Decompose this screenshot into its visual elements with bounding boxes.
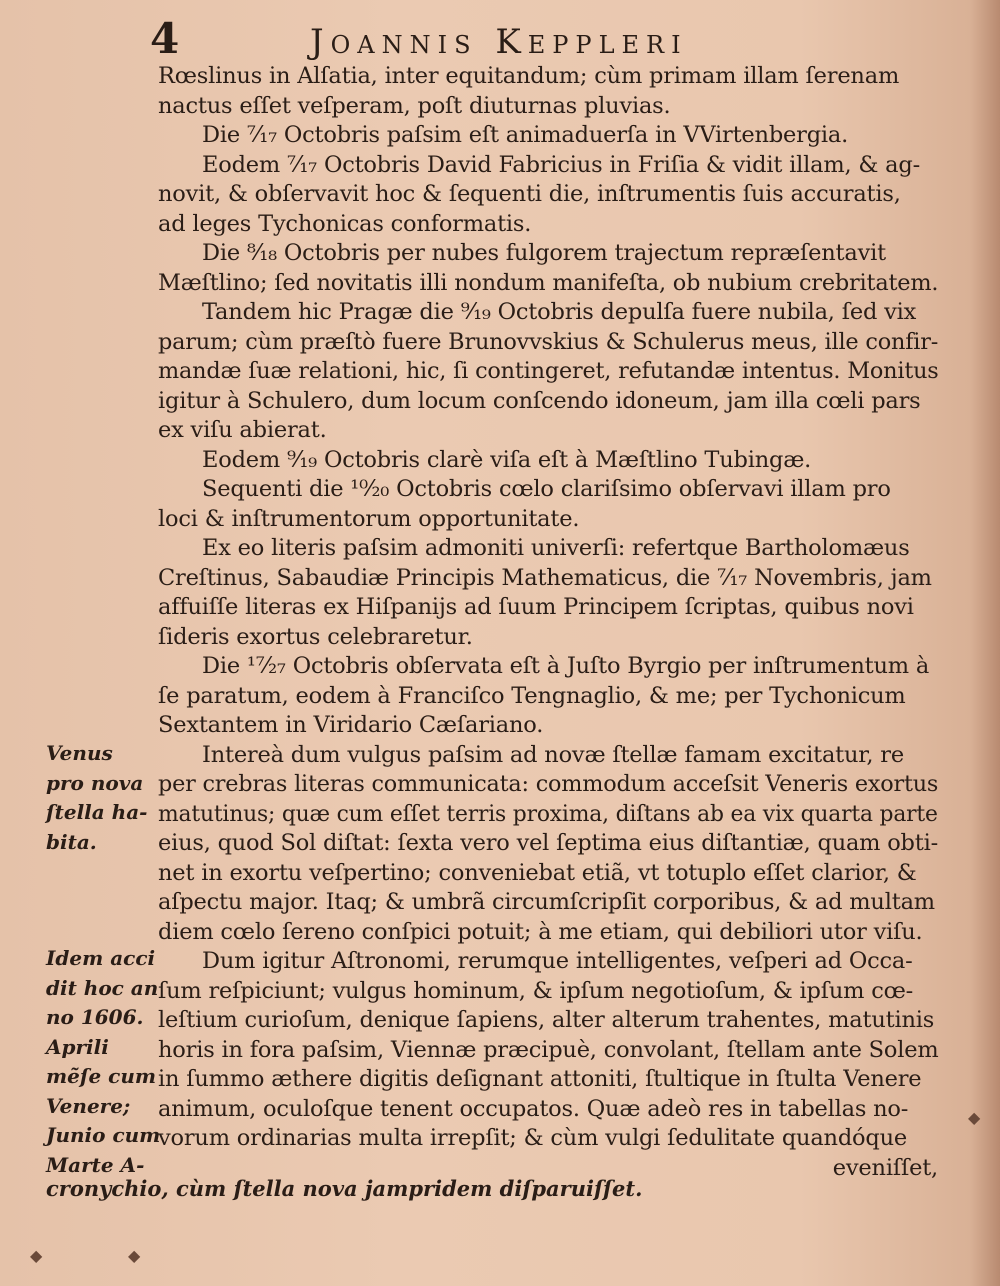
margin-note-line: bita.	[46, 829, 97, 854]
text-line: in ſummo æthere digitis deſignant attoniti, ſtultique in ſtulta Venere	[158, 1066, 922, 1092]
body-text	[158, 62, 938, 1183]
text-line: Ex eo literis paſsim admoniti univerſi: refertque Bartholomæus	[202, 535, 910, 561]
margin-note-line: Idem acci	[46, 946, 156, 970]
text-line: Die ⁸⁄₁₈ Octobris per nubes fulgorem trajectum repræſentavit	[202, 240, 886, 266]
text-line: Mæſtlino; ſed novitatis illi nondum manifeſta, ob nubium crebritatem.	[158, 269, 939, 296]
margin-note-line: Venere;	[46, 1093, 131, 1118]
text-line: igitur à Schulero, dum locum conſcendo idoneum, jam illa cœli pars	[158, 387, 921, 414]
text-line: ſe paratum, eodem à Franciſco Tengnaglio, & me; per Tychonicum	[158, 682, 906, 709]
text-line: diem cœlo ſereno conſpici potuit; à me etiam, qui debiliori utor viſu.	[158, 918, 923, 945]
text-line: horis in fora paſsim, Viennæ præcipuè, convolant, ſtellam ante Solem	[158, 1036, 939, 1063]
page-number: 4	[150, 14, 180, 63]
text-line: ad leges Tychonicas conformatis.	[158, 210, 532, 237]
text-line: novit, & obſervavit hoc & ſequenti die, inſtrumentis ſuis accuratis,	[158, 181, 901, 207]
text-line: Eodem ⁷⁄₁₇ Octobris David Fabricius in Friſia & vidit illam, & ag-	[202, 151, 921, 178]
margin-note-line: Marte A-	[46, 1152, 145, 1177]
text-line: vorum ordinarias multa irrepſit; & cùm vulgi ſedulitate quandóque	[158, 1125, 907, 1151]
text-line: ſideris exortus celebraretur.	[158, 623, 473, 650]
closing-line: cronychio, cùm ſtella nova jampridem diſparuiſſet.	[46, 1176, 643, 1201]
text-line: per crebras literas communicata: commodum acceſsit Veneris exortus	[158, 771, 939, 797]
margin-note-line: dit hoc an	[46, 975, 159, 1000]
margin-note-line: Junio cum	[46, 1123, 161, 1147]
text-line: parum; cùm præſtò fuere Brunovvskius & Schulerus meus, ille confir-	[158, 328, 939, 355]
text-line: Creſtinus, Sabaudiæ Principis Mathematicus, die ⁷⁄₁₇ Novembris, jam	[158, 564, 932, 591]
margin-note-line: no 1606.	[46, 1005, 144, 1029]
margin-note-line: pro nova	[46, 770, 144, 795]
text-line: matutinus; quæ cum eſſet terris proxima, diſtans ab ea vix quarta parte	[158, 800, 938, 827]
text-line: Rœslinus in Alſatia, inter equitandum; cùm primam illam ſerenam	[158, 63, 900, 89]
text-line: Tandem hic Pragæ die ⁹⁄₁₉ Octobris depulſa fuere nubila, ſed vix	[202, 299, 917, 325]
running-head: Joannis Kepplerі	[310, 22, 688, 62]
text-line: affuiſſe literas ex Hiſpanijs ad ſuum Principem ſcriptas, quibus novi	[158, 594, 914, 620]
margin-note-line: mẽſe cum	[46, 1064, 157, 1088]
margin-note-idem	[46, 944, 161, 1180]
text-line: net in exortu veſpertino; conveniebat etiã, vt totuplo eſſet clarior, &	[158, 859, 917, 886]
margin-note-line: ſtella ha-	[46, 800, 148, 824]
text-line: Eodem ⁹⁄₁₉ Octobris clarè viſa eſt à Mæſtlino Tubingæ.	[202, 446, 812, 473]
text-line: eveniſſet,	[832, 1154, 938, 1181]
margin-note-venus	[46, 739, 158, 857]
margin-note-line: Venus	[46, 741, 113, 765]
diamond-ornament-icon: ◆	[30, 1246, 43, 1265]
text-line: Dum igitur Aſtronomi, rerumque intelligentes, veſperi ad Occa-	[202, 948, 913, 974]
margin-note-line: Aprili	[46, 1034, 109, 1059]
text-line: Die ⁷⁄₁₇ Octobris paſsim eſt animaduerſa in VVirtenbergia.	[202, 122, 849, 148]
text-line: loci & inſtrumentorum opportunitate.	[158, 505, 580, 532]
text-line: mandæ ſuæ relationi, hic, ſi contingeret, refutandæ intentus. Monitus	[158, 358, 939, 384]
diamond-ornament-icon: ◆	[968, 1108, 981, 1127]
text-line: ſum reſpiciunt; vulgus hominum, & ipſum negotioſum, & ipſum cœ-	[158, 977, 914, 1004]
text-line: animum, oculoſque tenent occupatos. Quæ adeò res in tabellas no-	[158, 1095, 909, 1122]
text-line: Intereà dum vulgus paſsim ad novæ ſtellæ famam excitatur, re	[202, 741, 904, 768]
text-line: Sextantem in Viridario Cæſariano.	[158, 712, 544, 738]
text-line: Die ¹⁷⁄₂₇ Octobris obſervata eſt à Juſto Byrgio per inſtrumentum à	[202, 653, 930, 679]
diamond-ornament-icon: ◆	[128, 1246, 141, 1265]
text-line: eius, quod Sol diſtat: ſexta vero vel ſeptima eius diſtantiæ, quam obti-	[158, 830, 938, 856]
text-line: Sequenti die ¹⁰⁄₂₀ Octobris cœlo clariſsimo obſervavi illam pro	[202, 476, 891, 502]
text-line: ex viſu abierat.	[158, 417, 327, 443]
text-line: leſtium curioſum, denique ſapiens, alter alterum trahentes, matutinis	[158, 1007, 935, 1033]
text-line: aſpectu major. Itaq; & umbrã circumſcripſit corporibus, & ad multam	[158, 889, 935, 915]
text-line: nactus eſſet veſperam, poſt diuturnas pluvias.	[158, 92, 671, 119]
